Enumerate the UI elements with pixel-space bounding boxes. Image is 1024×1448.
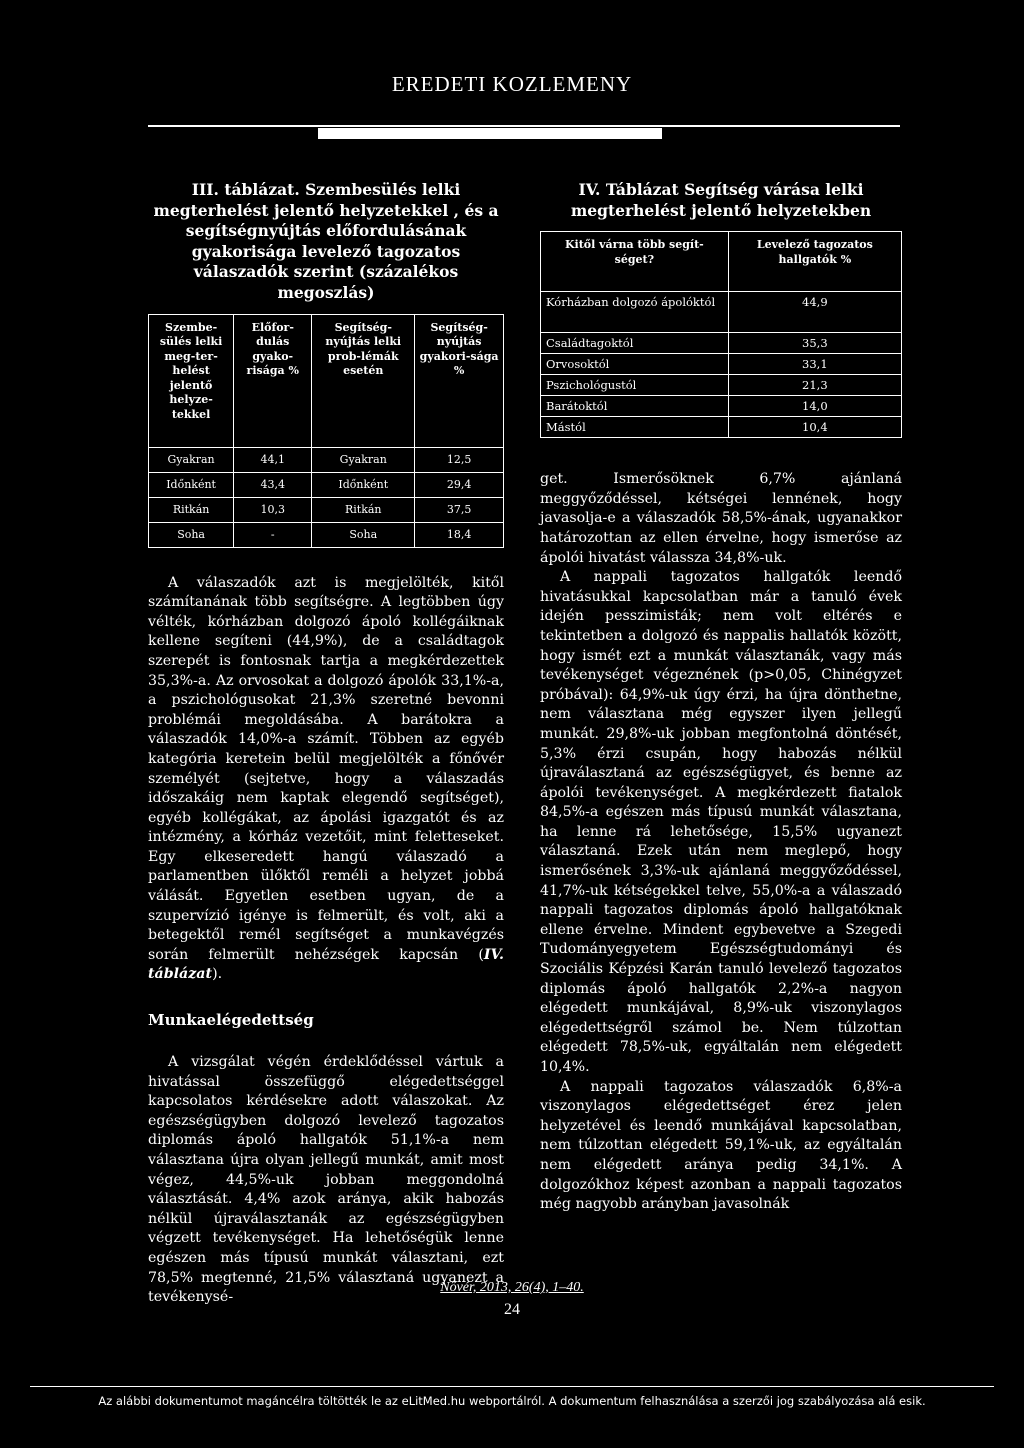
left-paragraph-1 xyxy=(148,574,504,985)
table-cell: 18,4 xyxy=(415,522,504,547)
table-cell: Soha xyxy=(149,522,234,547)
table3-header: Segítség-nyújtás lelki prob-lémák esetén xyxy=(312,314,415,447)
table-row xyxy=(149,497,504,522)
table-row xyxy=(541,292,902,333)
table-cell: Barátoktól xyxy=(541,396,729,417)
table-cell: Pszichológustól xyxy=(541,375,729,396)
table-cell: Ritkán xyxy=(312,497,415,522)
table-cell: Soha xyxy=(312,522,415,547)
table4 xyxy=(540,231,902,438)
section-heading: Munkaelégedettség xyxy=(148,1011,314,1030)
table-cell: Időnként xyxy=(149,472,234,497)
table3-header: Segítség-nyújtás gyakori-sága % xyxy=(415,314,504,447)
left-paragraph-1-text: A válaszadók azt is megjelölték, kitől számítanának több segítségre. A legtöbben úgy vélték, kórházban dolgozó ápoló kollégáiknak kellene segíteni (44,9%), de a családtagok szerepét is fontosnak tartja a megkérdezettek 35,3%-a. Az orvosokat a dolgozó ápolók 33,1%-a, a pszichológusokat 21,3% szeretné bevonni problémái megoldásába. A barátokra a válaszadók 14,0%-a számít. Többen az egyéb kategória keretein belül megjelölték a főnővér személyét (sejtetve, hogy a válaszadás időszakáig nem kaptak elegendő segítséget), egyéb kollégákat, az ápolási igazgatót és az intézmény, a kórház vezetőit, mint feletteseket. Egy elkeseredett hangú válaszadó a parlamentben ülőktől reméli a helyzet jobbá válását. Egyetlen esetben ugyan, de a szupervízió igénye is felmerült, és volt, aki a betegektől remél segítséget a munkavégzés során felmerült nehézségek kapcsán ( xyxy=(148,574,504,963)
table3-caption: III. táblázat. Szembesülés lelki megterhelést jelentő helyzetekkel , és a segítségnyújtás előfordulásának gyakorisága levelező tagozatos válaszadók szerint (százalékos megoszlás) xyxy=(153,180,499,302)
left-column xyxy=(148,180,504,1308)
header-title: EREDETI KOZLEMENY xyxy=(391,72,633,96)
table4-header: Kitől várna több segít-séget? xyxy=(541,232,729,292)
table4-caption: IV. Táblázat Segítség várása lelki megterhelést jelentő helyzetekben xyxy=(570,180,872,220)
right-paragraph-1: get. Ismerősöknek 6,7% ajánlaná meggyőződéssel, kétségei lennének, hogy javasolja-e a válaszadók 58,5%-ának, ugyanakkor határozottan az ellen érvelne, hogy ismerőse az ápolói hivatást válassza 34,8%-uk. xyxy=(540,471,902,566)
table-cell: 44,1 xyxy=(234,447,312,472)
right-paragraph-3: A nappali tagozatos válaszadók 6,8%-a viszonylagos elégedettséget érez jelen helyzetével és leendő munkájával kapcsolatban, nem túlzottan elégedett 59,1%-uk, az egyáltalán nem elégedett aránya pedig 34,1%. A dolgozókhoz képest azonban a nappali tagozatos még nagyobb arányban javasolnák xyxy=(540,1078,902,1213)
table-row xyxy=(541,354,902,375)
journal-reference-text: Nővér, 2013, 26(4), 1–40. xyxy=(440,1280,584,1295)
table-cell: 35,3 xyxy=(728,333,901,354)
table-cell: Mástól xyxy=(541,417,729,438)
table-cell: 12,5 xyxy=(415,447,504,472)
table-cell: 33,1 xyxy=(728,354,901,375)
table-cell: - xyxy=(234,522,312,547)
footer-rule xyxy=(30,1386,994,1387)
page-number: 24 xyxy=(504,1301,520,1318)
journal-reference xyxy=(0,1280,1024,1296)
table-cell: 21,3 xyxy=(728,375,901,396)
right-paragraph-2: A nappali tagozatos hallgatók leendő hivatásukkal kapcsolatban már a tanuló évek idején pesszimisták; nem volt eltérés e tekintetben a dolgozó és nappalis hallatók között, hogy ismét ezt a munkát választanák, vagy más tevékenységet végeznének (p>0,05, Chinégyzet próbával): 64,9%-uk úgy érzi, ha újra dönthetne, nem választana még egyszer ilyen jellegű munkát. 29,8%-uk jobban megfontolná döntését, 5,3% érzi csupán, hogy habozás nélkül újraválasztaná az egészségügyet, és benne az ápolói tevékenységet. A megkérdezett fiatalok 84,5%-a egészen más típusú munkát választana, ha lenne rá lehetősége, 15,5% ugyanezt választaná. Ezek után nem meglepő, hogy ismerősének 3,3%-uk ajánlaná meggyőződéssel, 41,7%-uk kétségekkel telve, 55,0%-a a válaszadó nappali tagozatos diplomás ápoló hallgatóknak ellene érvelne. Mindent egybevetve a Szegedi Tudományegyetem Egészségtudományi és Szociális Képzési Karán tanuló levelező tagozatos diplomás ápoló hallgatók 2,2%-a nagyon elégedett munkájával, 8,9%-uk viszonylagos elégedettségről számol be. Nem túlzottan elégedett 78,5%-uk, egyáltalán nem elégedett 10,4%. xyxy=(540,569,902,1075)
table-cell: Ritkán xyxy=(149,497,234,522)
table3-header: Szembe-sülés lelki meg-ter-helést jelentő helyze-tekkel xyxy=(149,314,234,447)
left-paragraph-1-end: ). xyxy=(212,966,223,983)
right-column xyxy=(540,180,902,1215)
table-cell: Gyakran xyxy=(312,447,415,472)
table-row xyxy=(541,333,902,354)
table4-header: Levelező tagozatos hallgatók % xyxy=(728,232,901,292)
left-paragraph-2: A vizsgálat végén érdeklődéssel vártuk a hivatással összefüggő elégedettséggel kapcsolatos kérdésekre adott válaszokat. Az egészségügyben dolgozó levelező tagozatos diplomás ápoló hallgatók 51,1%-a nem választana újra olyan jellegű munkát, amit most végez, 44,5%-uk jobban meggondolná választását. 4,4% azok aránya, akik habozás nélkül újraválasztanák az egészségügyben végzett tevékenységet. Ha lehetőségük lenne egészen más típusú munkát választani, ezt 78,5% megtenné, 21,5% választaná ugyanezt a tevékenysé- xyxy=(148,1054,504,1306)
footer-note: Az alábbi dokumentumot magáncélra töltötték le az eLitMed.hu webportálról. A dokumentum felhasználása a szerzői jog szabályozása alá esik. xyxy=(98,1394,926,1408)
table3-header-row xyxy=(149,314,504,447)
table4-header-row xyxy=(541,232,902,292)
table-row xyxy=(541,375,902,396)
table-row xyxy=(541,417,902,438)
table-cell: 29,4 xyxy=(415,472,504,497)
table-cell: Családtagoktól xyxy=(541,333,729,354)
header-bar xyxy=(318,128,662,139)
table-row xyxy=(541,396,902,417)
table-cell: Orvosoktól xyxy=(541,354,729,375)
table-cell: Időnként xyxy=(312,472,415,497)
table-reference: IV. táblázat xyxy=(148,946,504,983)
table-row xyxy=(149,522,504,547)
table-cell: 10,4 xyxy=(728,417,901,438)
table3-header: Előfor-dulás gyako-risága % xyxy=(234,314,312,447)
table-row xyxy=(149,447,504,472)
table3 xyxy=(148,314,504,548)
table-cell: 43,4 xyxy=(234,472,312,497)
table-row xyxy=(149,472,504,497)
table-cell: 44,9 xyxy=(728,292,901,333)
table-cell: Kórházban dolgozó ápolóktól xyxy=(541,292,729,333)
table-cell: 37,5 xyxy=(415,497,504,522)
header-rule xyxy=(148,125,900,127)
table-cell: 10,3 xyxy=(234,497,312,522)
table-cell: 14,0 xyxy=(728,396,901,417)
table-cell: Gyakran xyxy=(149,447,234,472)
